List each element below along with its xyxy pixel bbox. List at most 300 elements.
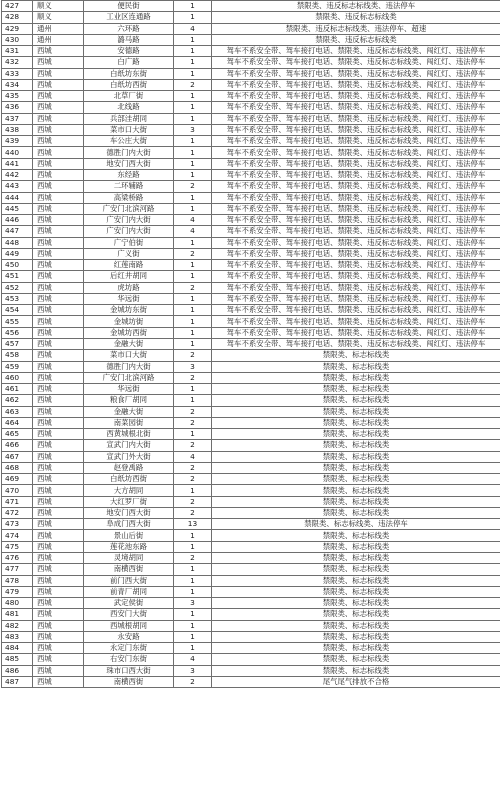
row-district: 西城	[33, 485, 84, 496]
row-count: 2	[174, 248, 212, 259]
row-district: 西城	[33, 282, 84, 293]
row-district: 西城	[33, 248, 84, 259]
row-road: 菜市口大街	[84, 124, 174, 135]
row-number: 464	[2, 417, 33, 428]
table-row	[2, 564, 500, 575]
row-road: 便民街	[84, 1, 174, 12]
row-district: 西城	[33, 519, 84, 530]
row-district: 西城	[33, 541, 84, 552]
row-number: 451	[2, 271, 33, 282]
row-road: 宣武门内大街	[84, 440, 174, 451]
row-district: 西城	[33, 327, 84, 338]
row-count: 1	[174, 147, 212, 158]
row-violation-types: 禁限类、标志标线类	[212, 620, 500, 631]
row-road: 武定侯街	[84, 598, 174, 609]
row-district: 西城	[33, 260, 84, 271]
row-number: 474	[2, 530, 33, 541]
row-violation-types: 禁限类、标志标线类	[212, 485, 500, 496]
table-row	[2, 474, 500, 485]
table-row	[2, 586, 500, 597]
row-violation-types: 驾车不系安全带、驾车接打电话、禁限类、违反标志标线类、闯红灯、违法停车	[212, 181, 500, 192]
row-road: 西黄城根北街	[84, 429, 174, 440]
row-road: 宣武门外大街	[84, 451, 174, 462]
table-row	[2, 440, 500, 451]
row-number: 453	[2, 293, 33, 304]
row-road: 地安门西大街	[84, 158, 174, 169]
row-violation-types: 驾车不系安全带、驾车接打电话、禁限类、违反标志标线类、闯红灯、违法停车	[212, 282, 500, 293]
row-count: 1	[174, 327, 212, 338]
table-row	[2, 34, 500, 45]
row-road: 广宁伯街	[84, 237, 174, 248]
row-count: 2	[174, 79, 212, 90]
row-number: 476	[2, 553, 33, 564]
row-violation-types: 驾车不系安全带、驾车接打电话、禁限类、违反标志标线类、闯红灯、违法停车	[212, 293, 500, 304]
row-district: 通州	[33, 34, 84, 45]
row-road: 景山后街	[84, 530, 174, 541]
row-count: 1	[174, 316, 212, 327]
table-row	[2, 350, 500, 361]
table-row	[2, 395, 500, 406]
row-road: 车公庄大街	[84, 136, 174, 147]
row-number: 458	[2, 350, 33, 361]
row-road: 华远街	[84, 293, 174, 304]
table-row	[2, 361, 500, 372]
table-row	[2, 541, 500, 552]
row-count: 1	[174, 158, 212, 169]
table-row	[2, 429, 500, 440]
row-road: 永安路	[84, 631, 174, 642]
row-road: 灵境胡同	[84, 553, 174, 564]
row-count: 1	[174, 136, 212, 147]
row-district: 西城	[33, 271, 84, 282]
table-row	[2, 192, 500, 203]
table-row	[2, 260, 500, 271]
row-count: 1	[174, 113, 212, 124]
row-count: 4	[174, 226, 212, 237]
table-row	[2, 338, 500, 349]
row-violation-types: 禁限类、标志标线类	[212, 541, 500, 552]
table-row	[2, 271, 500, 282]
row-road: 广义街	[84, 248, 174, 259]
row-count: 2	[174, 507, 212, 518]
row-violation-types: 禁限类、标志标线类	[212, 609, 500, 620]
table-row	[2, 293, 500, 304]
row-road: 金城坊街	[84, 316, 174, 327]
row-number: 479	[2, 586, 33, 597]
row-road: 白纸坊西街	[84, 79, 174, 90]
row-road: 大红罗厂街	[84, 496, 174, 507]
table-row	[2, 68, 500, 79]
row-number: 465	[2, 429, 33, 440]
row-district: 西城	[33, 293, 84, 304]
table-row	[2, 676, 500, 687]
table-row	[2, 406, 500, 417]
row-violation-types: 禁限类、标志标线类	[212, 440, 500, 451]
row-road: 广安门内大街	[84, 215, 174, 226]
table-row	[2, 147, 500, 158]
row-number: 481	[2, 609, 33, 620]
row-road: 德胜门内大街	[84, 147, 174, 158]
row-count: 13	[174, 519, 212, 530]
table-row	[2, 282, 500, 293]
row-district: 西城	[33, 226, 84, 237]
table-row	[2, 12, 500, 23]
row-count: 2	[174, 181, 212, 192]
row-district: 西城	[33, 462, 84, 473]
row-number: 433	[2, 68, 33, 79]
table-row	[2, 553, 500, 564]
row-district: 西城	[33, 350, 84, 361]
row-road: 二环辅路	[84, 181, 174, 192]
row-number: 456	[2, 327, 33, 338]
row-count: 1	[174, 305, 212, 316]
row-count: 1	[174, 429, 212, 440]
row-count: 2	[174, 462, 212, 473]
row-road: 东经路	[84, 169, 174, 180]
row-road: 菜市口大街	[84, 350, 174, 361]
row-district: 西城	[33, 237, 84, 248]
table-row	[2, 113, 500, 124]
table-row	[2, 519, 500, 530]
row-violation-types: 禁限类、标志标线类	[212, 665, 500, 676]
row-district: 西城	[33, 305, 84, 316]
row-violation-types: 驾车不系安全带、驾车接打电话、禁限类、违反标志标线类、闯红灯、违法停车	[212, 192, 500, 203]
row-road: 红莲南路	[84, 260, 174, 271]
row-district: 西城	[33, 665, 84, 676]
row-road: 右安门东街	[84, 654, 174, 665]
row-number: 484	[2, 643, 33, 654]
table-row	[2, 136, 500, 147]
row-number: 461	[2, 384, 33, 395]
row-district: 西城	[33, 496, 84, 507]
row-count: 4	[174, 451, 212, 462]
row-road: 珠市口西大街	[84, 665, 174, 676]
row-district: 西城	[33, 451, 84, 462]
row-violation-types: 驾车不系安全带、驾车接打电话、禁限类、违反标志标线类、闯红灯、违法停车	[212, 226, 500, 237]
row-district: 西城	[33, 586, 84, 597]
table-row	[2, 215, 500, 226]
row-district: 西城	[33, 395, 84, 406]
row-violation-types: 禁限类、标志标线类	[212, 429, 500, 440]
row-number: 475	[2, 541, 33, 552]
row-number: 446	[2, 215, 33, 226]
row-district: 西城	[33, 79, 84, 90]
row-violation-types: 禁限类、标志标线类	[212, 654, 500, 665]
row-district: 西城	[33, 564, 84, 575]
row-violation-types: 驾车不系安全带、驾车接打电话、禁限类、违反标志标线类、闯红灯、违法停车	[212, 271, 500, 282]
row-count: 4	[174, 215, 212, 226]
row-violation-types: 禁限类、标志标线类	[212, 586, 500, 597]
row-road: 白纸坊东街	[84, 68, 174, 79]
row-road: 工业区连通路	[84, 12, 174, 23]
row-district: 西城	[33, 406, 84, 417]
table-row	[2, 451, 500, 462]
row-violation-types: 驾车不系安全带、驾车接打电话、禁限类、违反标志标线类、闯红灯、违法停车	[212, 316, 500, 327]
row-number: 443	[2, 181, 33, 192]
row-count: 1	[174, 169, 212, 180]
row-road: 南菜园街	[84, 417, 174, 428]
row-road: 北草厂街	[84, 91, 174, 102]
row-number: 429	[2, 23, 33, 34]
row-violation-types: 禁限类、标志标线类	[212, 564, 500, 575]
row-district: 西城	[33, 361, 84, 372]
row-number: 434	[2, 79, 33, 90]
row-violation-types: 禁限类、标志标线类	[212, 507, 500, 518]
row-district: 西城	[33, 417, 84, 428]
row-violation-types: 驾车不系安全带、驾车接打电话、禁限类、违反标志标线类、闯红灯、违法停车	[212, 113, 500, 124]
row-road: 德胜门内大街	[84, 361, 174, 372]
row-road: 广安门内大街	[84, 226, 174, 237]
row-count: 3	[174, 361, 212, 372]
row-road: 前青厂胡同	[84, 586, 174, 597]
row-count: 2	[174, 372, 212, 383]
table-row	[2, 23, 500, 34]
row-road: 广安门北滨河路	[84, 203, 174, 214]
row-district: 西城	[33, 102, 84, 113]
row-count: 1	[174, 192, 212, 203]
row-number: 452	[2, 282, 33, 293]
row-count: 1	[174, 34, 212, 45]
row-road: 六环路	[84, 23, 174, 34]
row-district: 西城	[33, 530, 84, 541]
row-number: 440	[2, 147, 33, 158]
table-row	[2, 485, 500, 496]
row-road: 白广路	[84, 57, 174, 68]
row-district: 西城	[33, 654, 84, 665]
row-count: 1	[174, 643, 212, 654]
row-violation-types: 驾车不系安全带、驾车接打电话、禁限类、违反标志标线类、闯红灯、违法停车	[212, 91, 500, 102]
row-number: 485	[2, 654, 33, 665]
row-violation-types: 禁限类、违反标志标线类、违法停车、超速	[212, 23, 500, 34]
row-count: 1	[174, 485, 212, 496]
row-district: 西城	[33, 181, 84, 192]
row-road: 永定门东街	[84, 643, 174, 654]
table-row	[2, 46, 500, 57]
row-road: 安德路	[84, 46, 174, 57]
row-violation-types: 禁限类、标志标线类	[212, 575, 500, 586]
row-count: 4	[174, 23, 212, 34]
row-district: 西城	[33, 158, 84, 169]
row-district: 西城	[33, 384, 84, 395]
row-count: 2	[174, 417, 212, 428]
row-violation-types: 驾车不系安全带、驾车接打电话、禁限类、违反标志标线类、闯红灯、违法停车	[212, 203, 500, 214]
table-row	[2, 181, 500, 192]
row-count: 1	[174, 12, 212, 23]
row-count: 3	[174, 124, 212, 135]
row-number: 435	[2, 91, 33, 102]
row-district: 西城	[33, 440, 84, 451]
row-violation-types: 驾车不系安全带、驾车接打电话、禁限类、违反标志标线类、闯红灯、违法停车	[212, 102, 500, 113]
row-road: 金融大街	[84, 406, 174, 417]
row-district: 西城	[33, 203, 84, 214]
table-row	[2, 665, 500, 676]
row-number: 478	[2, 575, 33, 586]
row-road: 大方胡同	[84, 485, 174, 496]
row-violation-types: 驾车不系安全带、驾车接打电话、禁限类、违反标志标线类、闯红灯、违法停车	[212, 169, 500, 180]
row-district: 西城	[33, 676, 84, 687]
row-road: 虎坊路	[84, 282, 174, 293]
row-road: 西城根胡同	[84, 620, 174, 631]
row-count: 1	[174, 46, 212, 57]
row-count: 2	[174, 676, 212, 687]
row-road: 金融大街	[84, 338, 174, 349]
row-count: 3	[174, 598, 212, 609]
row-district: 西城	[33, 68, 84, 79]
row-violation-types: 禁限类、标志标线类	[212, 474, 500, 485]
table-row	[2, 609, 500, 620]
row-count: 1	[174, 541, 212, 552]
row-count: 1	[174, 260, 212, 271]
row-number: 438	[2, 124, 33, 135]
row-district: 顺义	[33, 12, 84, 23]
row-violation-types: 驾车不系安全带、驾车接打电话、禁限类、违反标志标线类、闯红灯、违法停车	[212, 305, 500, 316]
row-violation-types: 禁限类、标志标线类	[212, 417, 500, 428]
row-road: 地安门西大街	[84, 507, 174, 518]
row-number: 445	[2, 203, 33, 214]
row-violation-types: 禁限类、标志标线类、违法停车	[212, 519, 500, 530]
row-number: 486	[2, 665, 33, 676]
row-number: 437	[2, 113, 33, 124]
row-road: 南横西街	[84, 564, 174, 575]
violation-table	[1, 0, 500, 688]
row-district: 西城	[33, 113, 84, 124]
row-violation-types: 驾车不系安全带、驾车接打电话、禁限类、违反标志标线类、闯红灯、违法停车	[212, 147, 500, 158]
row-violation-types: 禁限类、标志标线类	[212, 598, 500, 609]
row-violation-types: 禁限类、标志标线类	[212, 395, 500, 406]
row-road: 兵部洼胡同	[84, 113, 174, 124]
row-number: 455	[2, 316, 33, 327]
row-violation-types: 禁限类、违反标志标线类、违法停车	[212, 1, 500, 12]
row-district: 西城	[33, 316, 84, 327]
row-violation-types: 驾车不系安全带、驾车接打电话、禁限类、违反标志标线类、闯红灯、违法停车	[212, 136, 500, 147]
table-row	[2, 384, 500, 395]
row-count: 1	[174, 609, 212, 620]
row-count: 1	[174, 586, 212, 597]
table-row	[2, 598, 500, 609]
row-number: 471	[2, 496, 33, 507]
row-number: 454	[2, 305, 33, 316]
row-number: 449	[2, 248, 33, 259]
table-row	[2, 507, 500, 518]
table-row	[2, 316, 500, 327]
row-district: 西城	[33, 575, 84, 586]
row-count: 1	[174, 102, 212, 113]
row-number: 466	[2, 440, 33, 451]
row-count: 2	[174, 474, 212, 485]
row-number: 472	[2, 507, 33, 518]
row-district: 西城	[33, 553, 84, 564]
row-district: 西城	[33, 124, 84, 135]
row-district: 西城	[33, 147, 84, 158]
row-count: 1	[174, 293, 212, 304]
table-row	[2, 530, 500, 541]
row-road: 莲花池东路	[84, 541, 174, 552]
row-number: 448	[2, 237, 33, 248]
row-violation-types: 驾车不系安全带、驾车接打电话、禁限类、违反标志标线类、闯红灯、违法停车	[212, 79, 500, 90]
row-count: 4	[174, 654, 212, 665]
row-road: 北线路	[84, 102, 174, 113]
row-number: 439	[2, 136, 33, 147]
row-district: 西城	[33, 215, 84, 226]
row-violation-types: 驾车不系安全带、驾车接打电话、禁限类、违反标志标线类、闯红灯、违法停车	[212, 237, 500, 248]
row-number: 468	[2, 462, 33, 473]
table-row	[2, 643, 500, 654]
table-row	[2, 102, 500, 113]
table-row	[2, 417, 500, 428]
table-row	[2, 79, 500, 90]
row-count: 1	[174, 395, 212, 406]
table-row	[2, 124, 500, 135]
row-district: 西城	[33, 631, 84, 642]
table-row	[2, 327, 500, 338]
row-district: 西城	[33, 598, 84, 609]
row-count: 1	[174, 68, 212, 79]
row-district: 西城	[33, 429, 84, 440]
row-count: 1	[174, 203, 212, 214]
table-row	[2, 462, 500, 473]
row-number: 431	[2, 46, 33, 57]
row-number: 432	[2, 57, 33, 68]
row-count: 1	[174, 564, 212, 575]
row-count: 2	[174, 553, 212, 564]
table-row	[2, 305, 500, 316]
row-road: 华远街	[84, 384, 174, 395]
row-violation-types: 禁限类、违反标志标线类	[212, 34, 500, 45]
table-row	[2, 496, 500, 507]
table-row	[2, 248, 500, 259]
row-violation-types: 禁限类、标志标线类	[212, 496, 500, 507]
row-number: 430	[2, 34, 33, 45]
row-number: 450	[2, 260, 33, 271]
row-road: 南横西街	[84, 676, 174, 687]
row-number: 487	[2, 676, 33, 687]
row-district: 西城	[33, 91, 84, 102]
table-row	[2, 620, 500, 631]
row-district: 西城	[33, 474, 84, 485]
row-violation-types: 驾车不系安全带、驾车接打电话、禁限类、违反标志标线类、闯红灯、违法停车	[212, 158, 500, 169]
row-violation-types: 驾车不系安全带、驾车接打电话、禁限类、违反标志标线类、闯红灯、违法停车	[212, 338, 500, 349]
row-violation-types: 驾车不系安全带、驾车接打电话、禁限类、违反标志标线类、闯红灯、违法停车	[212, 248, 500, 259]
table-row	[2, 226, 500, 237]
row-violation-types: 禁限类、标志标线类	[212, 631, 500, 642]
row-count: 1	[174, 237, 212, 248]
row-road: 粮食厂胡同	[84, 395, 174, 406]
table-row	[2, 372, 500, 383]
row-count: 2	[174, 406, 212, 417]
row-number: 473	[2, 519, 33, 530]
table-row	[2, 631, 500, 642]
row-district: 西城	[33, 136, 84, 147]
row-violation-types: 驾车不系安全带、驾车接打电话、禁限类、违反标志标线类、闯红灯、违法停车	[212, 215, 500, 226]
row-count: 1	[174, 338, 212, 349]
row-district: 通州	[33, 23, 84, 34]
row-district: 西城	[33, 338, 84, 349]
row-number: 441	[2, 158, 33, 169]
row-road: 白纸坊西街	[84, 474, 174, 485]
row-count: 1	[174, 631, 212, 642]
row-violation-types: 禁限类、标志标线类	[212, 530, 500, 541]
row-number: 462	[2, 395, 33, 406]
table-row	[2, 575, 500, 586]
row-district: 西城	[33, 46, 84, 57]
row-number: 470	[2, 485, 33, 496]
row-number: 447	[2, 226, 33, 237]
row-number: 428	[2, 12, 33, 23]
row-count: 1	[174, 530, 212, 541]
row-district: 西城	[33, 169, 84, 180]
row-count: 2	[174, 282, 212, 293]
row-road: 前门西大街	[84, 575, 174, 586]
